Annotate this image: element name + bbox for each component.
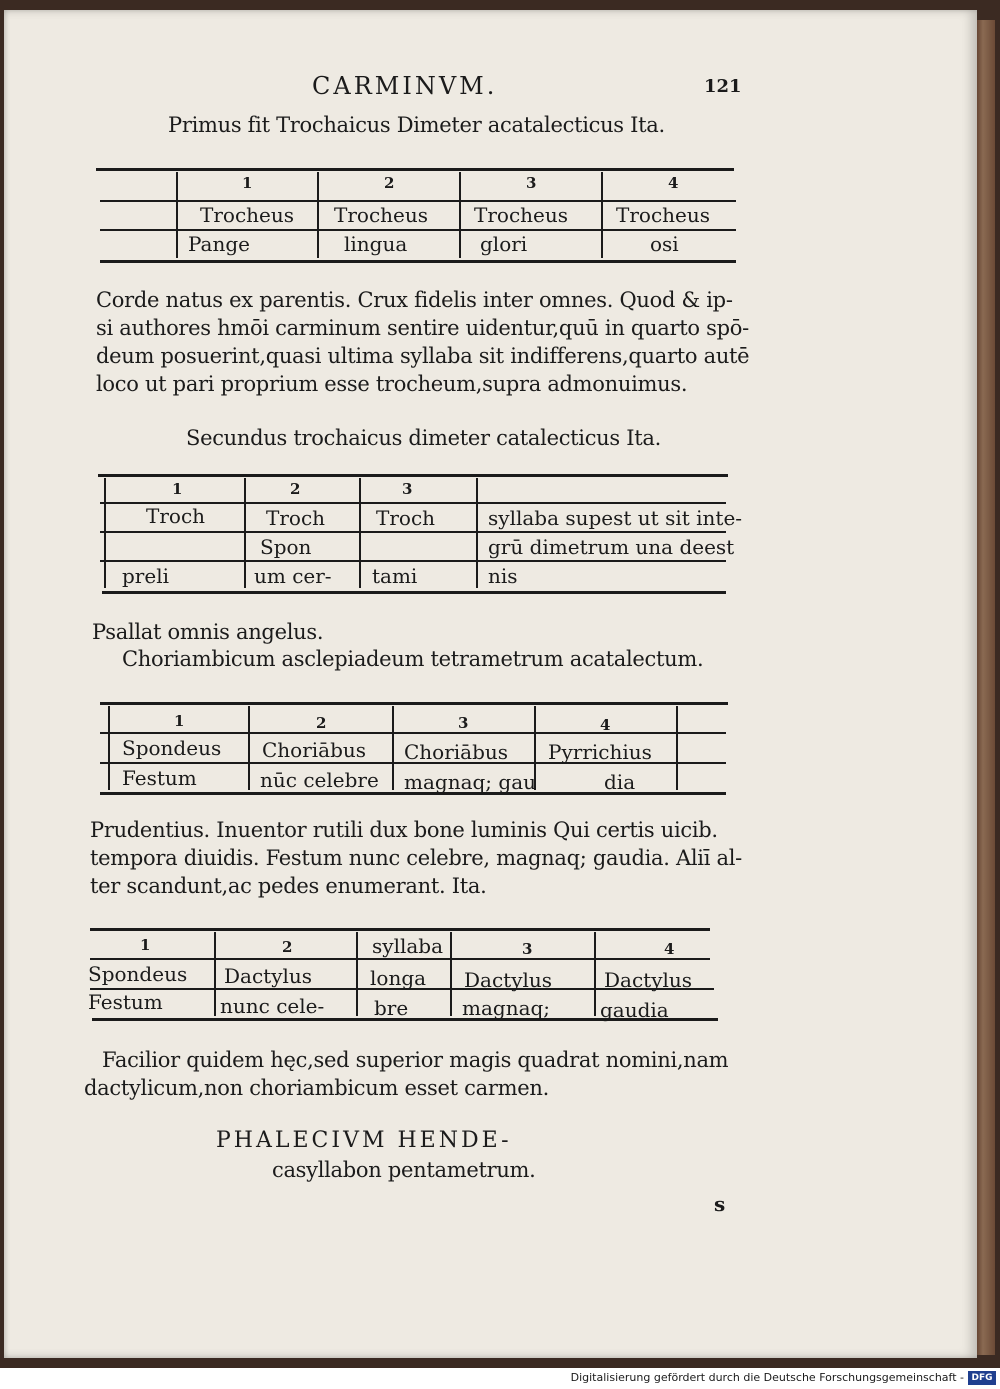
column-number: 4 — [664, 940, 675, 958]
foot-cell: Dactylus — [604, 968, 693, 992]
table-divider — [317, 172, 319, 258]
verse-line: Psallat omnis angelus. — [92, 620, 324, 644]
foot-cell: Trocheus — [616, 203, 711, 227]
column-number: 1 — [172, 480, 183, 498]
syllable-cell: um cer- — [254, 564, 332, 588]
foot-cell: Troch — [266, 506, 326, 530]
section3-title: Choriambicum asclepiadeum tetrametrum acatalectum. — [122, 647, 704, 671]
syllable-cell: glori — [480, 232, 528, 256]
table-divider — [392, 706, 394, 790]
note-cell: syllaba supest ut sit inte- — [488, 506, 743, 530]
paragraph-line: tempora diuidis. Festum nunc celebre, magnaq; gaudia. Aliī al- — [90, 846, 742, 870]
catchword: s — [714, 1192, 726, 1216]
syllable-cell: magnaq; gau — [404, 770, 537, 794]
book-cover-edge — [975, 20, 995, 1355]
table-rule — [100, 702, 728, 705]
foot-cell: Trocheus — [334, 203, 429, 227]
syllable-cell: Festum — [122, 766, 197, 790]
syllable-cell: osi — [650, 232, 679, 256]
column-number: 3 — [526, 174, 537, 192]
foot-cell: Troch — [376, 506, 436, 530]
paragraph-line: Corde natus ex parentis. Crux fidelis inter omnes. Quod & ip- — [96, 288, 733, 312]
table-rule — [90, 958, 710, 960]
table-divider — [214, 932, 216, 1016]
column-number: 2 — [316, 714, 327, 732]
page-number: 121 — [704, 76, 742, 97]
syllable-cell: nis — [488, 564, 518, 588]
table-rule — [100, 200, 736, 202]
foot-cell: Choriābus — [404, 740, 509, 764]
table-rule — [98, 474, 728, 477]
table-rule — [90, 928, 710, 931]
table-rule — [100, 732, 726, 734]
foot-cell: Spondeus — [88, 962, 188, 986]
book-page — [4, 10, 977, 1358]
paragraph-line: si authores hmōi carminum sentire uidentur,quū in quarto spō- — [96, 316, 749, 340]
table-rule — [100, 560, 726, 562]
table-rule — [100, 260, 736, 263]
syllable-cell: Festum — [88, 990, 163, 1014]
column-number: 1 — [140, 936, 151, 954]
column-number: syllaba — [372, 934, 444, 958]
table-rule — [100, 229, 736, 231]
paragraph-line: ter scandunt,ac pedes enumerant. Ita. — [90, 874, 487, 898]
section2-title: Secundus trochaicus dimeter catalecticus Ita. — [186, 426, 661, 450]
closing-heading: PHALECIVM HENDE- — [216, 1128, 512, 1153]
table-divider — [104, 478, 106, 588]
table-divider — [244, 478, 246, 588]
syllable-cell: nunc cele- — [220, 994, 325, 1018]
column-number: 4 — [668, 174, 679, 192]
syllable-cell: magnaq; — [462, 996, 551, 1020]
foot-cell: Spondeus — [122, 736, 222, 760]
syllable-cell: lingua — [344, 232, 408, 256]
column-number: 1 — [242, 174, 253, 192]
note-cell: grū dimetrum una deest — [488, 535, 735, 559]
dfg-logo-icon: DFG — [968, 1371, 996, 1385]
table-divider — [450, 932, 452, 1016]
table-divider — [176, 172, 178, 258]
table-divider — [248, 706, 250, 790]
table-divider — [359, 478, 361, 588]
paragraph-line: Facilior quidem hęc,sed superior magis quadrat nomini,nam — [102, 1048, 729, 1072]
syllable-cell: preli — [122, 564, 169, 588]
table-divider — [459, 172, 461, 258]
table-divider — [356, 932, 358, 1016]
table-divider — [108, 706, 110, 790]
digitization-footer — [0, 1368, 1000, 1389]
table-rule — [100, 531, 726, 533]
table-divider — [594, 932, 596, 1016]
paragraph-line: dactylicum,non choriambicum esset carmen. — [84, 1076, 549, 1100]
column-number: 3 — [402, 480, 413, 498]
column-number: 2 — [384, 174, 395, 192]
section1-title: Primus fit Trochaicus Dimeter acatalecticus Ita. — [168, 113, 665, 137]
foot-cell: Pyrrichius — [548, 740, 652, 764]
running-title: CARMINVM. — [312, 72, 498, 100]
paragraph-line: loco ut pari proprium esse trocheum,supra admonuimus. — [96, 372, 688, 396]
column-number: 2 — [290, 480, 301, 498]
syllable-cell: dia — [604, 770, 636, 794]
column-number: 2 — [282, 938, 293, 956]
syllable-cell: tami — [372, 564, 418, 588]
syllable-cell: bre — [374, 996, 409, 1020]
foot-cell: Dactylus — [464, 968, 553, 992]
syllable-cell: gaudia — [600, 998, 669, 1022]
column-number: 1 — [174, 712, 185, 730]
column-number: 3 — [458, 714, 469, 732]
paragraph-line: Prudentius. Inuentor rutili dux bone luminis Qui certis uicib. — [90, 818, 718, 842]
table-divider — [601, 172, 603, 258]
table-divider — [676, 706, 678, 790]
foot-cell: Spon — [260, 535, 312, 559]
foot-cell: Trocheus — [474, 203, 569, 227]
paragraph-line: deum posuerint,quasi ultima syllaba sit indifferens,quarto autē — [96, 344, 750, 368]
foot-cell: longa — [370, 966, 427, 990]
table-rule — [96, 168, 734, 171]
foot-cell: Choriābus — [262, 738, 367, 762]
foot-cell: Dactylus — [224, 964, 313, 988]
syllable-cell: nūc celebre — [260, 768, 379, 792]
column-number: 4 — [600, 716, 611, 734]
column-number: 3 — [522, 940, 533, 958]
footer-credit: Digitalisierung gefördert durch die Deutsche Forschungsgemeinschaft - — [570, 1371, 964, 1384]
syllable-cell: Pange — [188, 232, 251, 256]
foot-cell: Trocheus — [200, 203, 295, 227]
closing-subheading: casyllabon pentametrum. — [272, 1158, 536, 1182]
foot-cell: Troch — [146, 504, 206, 528]
table-rule — [102, 591, 726, 594]
table-divider — [476, 478, 478, 588]
